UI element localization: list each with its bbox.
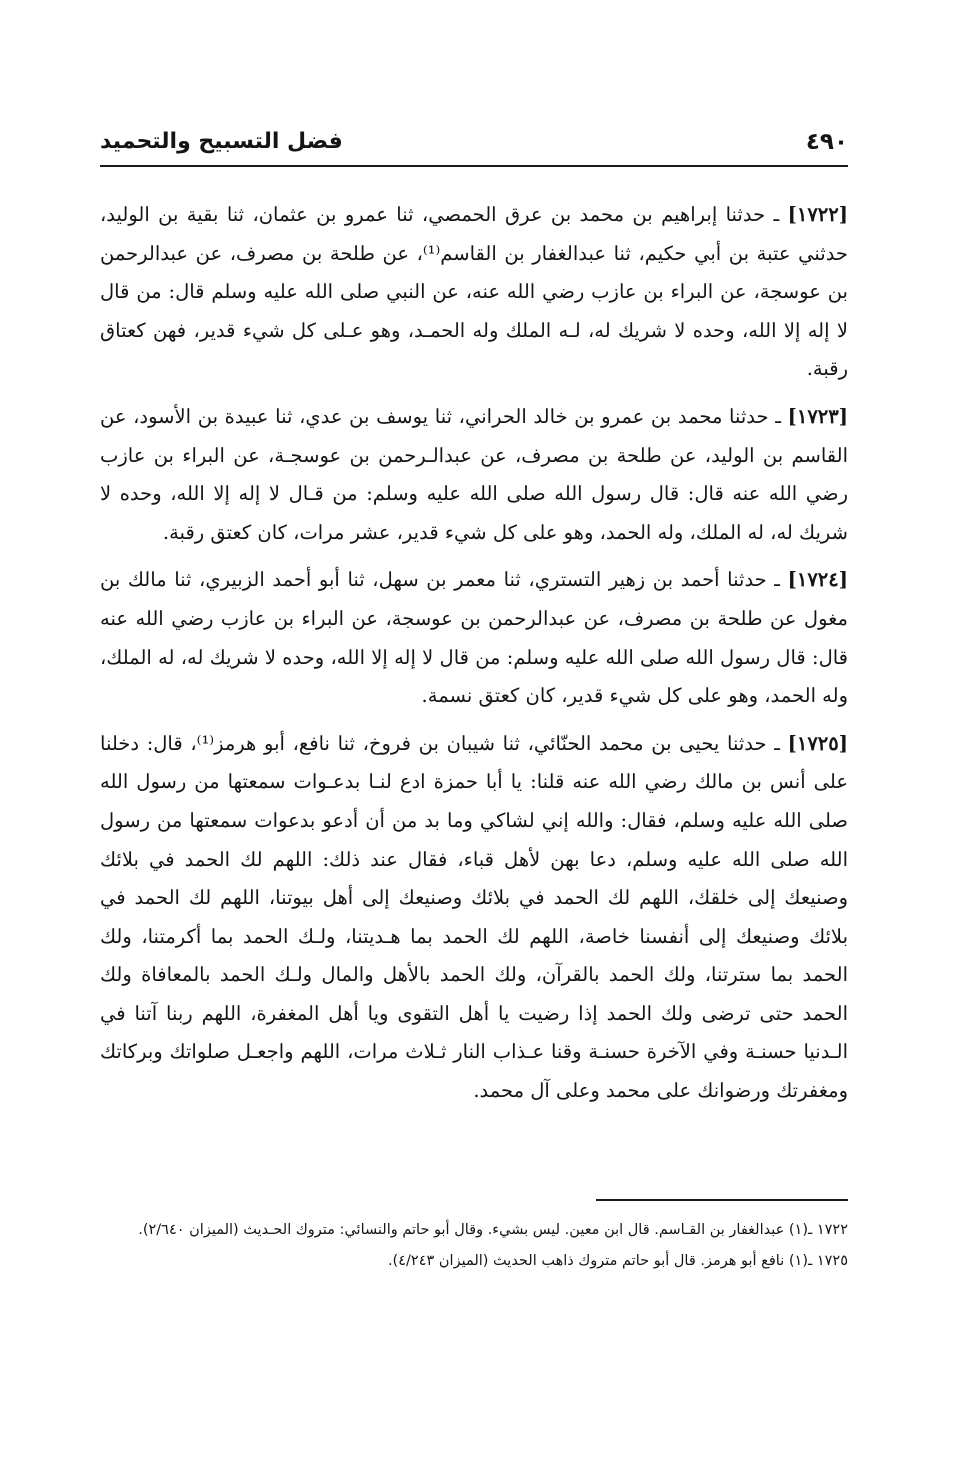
hadith-paragraph: [100, 398, 848, 552]
header-divider: [100, 165, 848, 167]
hadith-number: [١٧٢٥]: [787, 731, 848, 755]
footnote-divider: [596, 1199, 848, 1201]
main-text: [100, 196, 848, 1120]
footnote: ١٧٢٢ ـ(١) عبدالغفار بن القـاسم. قال ابن معين. ليس بشيء. وقال أبو حاتم والنسائي: متروك الحـديث (الميزان ٢/٦٤٠).: [138, 1222, 848, 1238]
hadith-number: [١٧٢٣]: [787, 404, 848, 428]
hadith-paragraph: [100, 725, 848, 1111]
footnote: ١٧٢٥ ـ(١) نافع أبو هرمز. قال أبو حاتم متروك ذاهب الحديث (الميزان ٤/٢٤٣).: [387, 1253, 848, 1269]
hadith-paragraph: [100, 561, 848, 715]
hadith-text: ـ حدثنا يحيى بن محمد الحنّائي، ثنا شيبان بن فروخ، ثنا نافع، أبو هرمز⁽¹⁾، قال: دخلنا على أنس بن مالك رضي الله عنه قلنا: يا أبا حمزة ادع لنـا بدعـوات سمعتها من رسول الله صلى الله عليه وسلم، فقال: والله إني لشاكي وما بد من أن أدعو بدعوات سمعتها من رسول الله صلى الله عليه وسلم، دعا بهن لأهل قباء، فقال عند ذلك: اللهم لك الحمد في بلائك وصنيعك إلى خلقك، اللهم لك الحمد في بلائك وصنيعك إلى أهل بيوتنا، اللهم لك الحمد في بلائك وصنيعك إلى أنفسنا خاصة، اللهم لك الحمد بما هـديتنا، ولـك الحمد بما أكرمتنا، ولك الحمد بما سترتنا، ولك الحمد بالقرآن، ولك الحمد بالأهل والمال ولـك الحمد بالمعافاة ولك الحمد حتى ترضى ولك الحمد إذا رضيت يا أهل التقوى ويا أهل المغفرة، اللهم ربنا آتنا في الـدنيا حسنـة وفي الآخرة حسنـة وقنا عـذاب النار ثـلاث مرات، اللهم واجعـل صلواتك وبركاتك ومغفرتك ورضوانك على محمد وعلى آل محمد.: [100, 731, 848, 1103]
running-title: فضل التسبيح والتحميد: [100, 129, 343, 154]
hadith-paragraph: [100, 196, 848, 389]
hadith-number: [١٧٢٢]: [787, 203, 848, 226]
page-header: [100, 124, 848, 164]
hadith-number: [١٧٢٤]: [787, 568, 848, 592]
hadith-text: ـ حدثنا أحمد بن زهير التستري، ثنا معمر بن سهل، ثنا أبو أحمد الزبيري، ثنا مالك بن مغول عن طلحة بن مصرف، عن عبدالرحمن بن عوسجة، عن البراء بن عازب رضي الله عنه قال: قال رسول الله صلى الله عليه وسلم: من قال لا إله إلا الله، وحده لا شريك له، له الملك، وله الحمد، وهو على كل شيء قدير، كان كعتق نسمة.: [100, 568, 848, 708]
footnotes: [100, 1216, 848, 1278]
hadith-text: ـ حدثنا إبراهيم بن محمد بن عرق الحمصي، ثنا عمرو بن عثمان، ثنا بقية بن الوليد، حدثني عتبة بن أبي حكيم، ثنا عبدالغفار بن القاسم⁽¹⁾، عن طلحة بن مصرف، عن عبدالرحمن بن عوسجة، عن البراء بن عازب رضي الله عنه، عن النبي صلى الله عليه وسلم قال: من قال لا إله إلا الله، وحده لا شريك له، لـه الملك وله الحمـد، وهو عـلى كل شيء قدير، فهن كعتاق رقبة.: [100, 203, 848, 381]
page-number: ٤٩٠: [805, 129, 848, 155]
hadith-text: ـ حدثنا محمد بن عمرو بن خالد الحراني، ثنا يوسف بن عدي، ثنا عبيدة بن الأسود، عن القاسم بن الوليد، عن طلحة بن مصرف، عن عبدالـرحمن بن عوسجـة، عن البراء بن عازب رضي الله عنه قال: قال رسول الله صلى الله عليه وسلم: من قـال لا إله إلا الله، وحده لا شريك له، له الملك، وله الحمد، وهو على كل شيء قدير، عشر مرات، كان كعتق رقبة.: [100, 404, 848, 544]
